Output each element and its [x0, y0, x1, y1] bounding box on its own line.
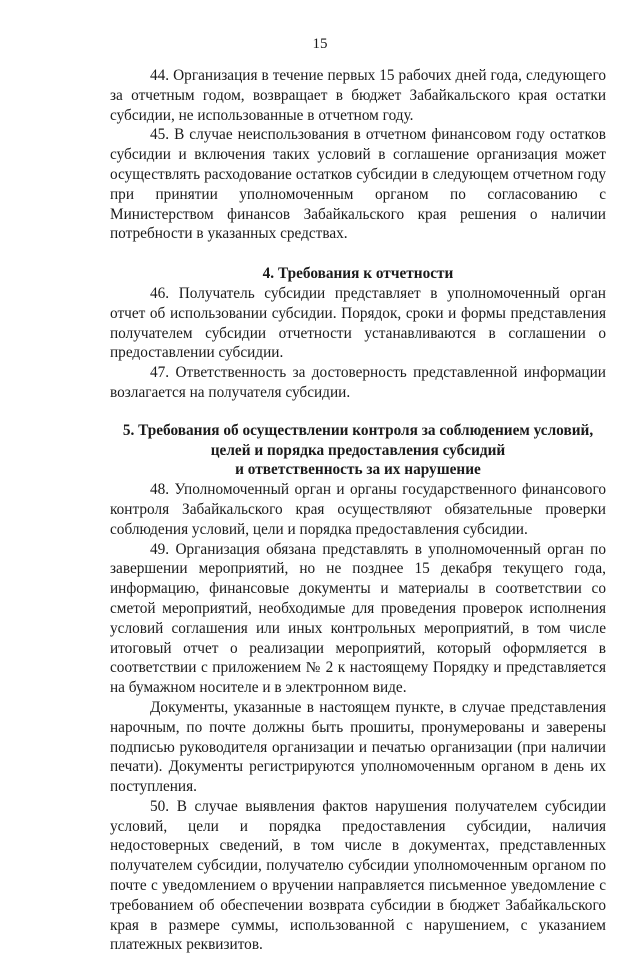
- paragraph-44: 44. Организация в течение первых 15 рабочих дней года, следующего за отчетным годом, возвращает в бюджет Забайкальского края остатки субсидии, не использованные в отчетном году.: [110, 67, 606, 124]
- section-5-heading-line: и ответственность за их нарушение: [235, 461, 481, 479]
- page-content: [110, 66, 606, 955]
- paragraph-47: 47. Ответственность за достоверность представленной информации возлагается на получателя субсидии.: [110, 364, 606, 401]
- section-4-heading: 4. Требования к отчетности: [262, 265, 454, 283]
- paragraph-45: 45. В случае неиспользования в отчетном финансовом году остатков субсидии и включения таких условий в соглашение организация может осуществлять расходование остатков субсидии в следующем отчетном году при принятии уполномоченным органом по согласованию с Министерством финансов Забайкальского края решения о наличии потребности в указанных средствах.: [110, 126, 606, 243]
- paragraph-48: 48. Уполномоченный орган и органы государственного финансового контроля Забайкальского края осуществляют обязательные проверки соблюдения условий, цели и порядка предоставления субсидии.: [110, 481, 606, 538]
- section-5-heading-line: 5. Требования об осуществлении контроля за соблюдением условий,: [122, 421, 594, 439]
- paragraph-documents: Документы, указанные в настоящем пункте, в случае представления нарочным, по почте должны быть прошиты, пронумерованы и заверены подписью руководителя организации и печатью организации (при наличии печати). Документы регистрируются уполномоченным органом в день их поступления.: [110, 698, 606, 796]
- paragraph-50: 50. В случае выявления фактов нарушения получателем субсидии условий, цели и порядка предоставления субсидии, наличия недостоверных сведений, в том числе в документах, представленных получателем субсидии, получателю субсидии уполномоченным органом по почте с уведомлением о вручении направляется письменное уведомление с требованием об обеспечении возврата субсидии в бюджет Забайкальского края в размере суммы, использованной с нарушением, с указанием платежных реквизитов.: [110, 797, 606, 954]
- section-5-heading: [110, 421, 606, 480]
- paragraph-49: 49. Организация обязана представлять в уполномоченный орган по завершении мероприятий, но не позднее 15 декабря текущего года, информацию, финансовые документы и материалы в соответствии со сметой мероприятий, необходимые для проведения проверок исполнения условий соглашения или иных контрольных мероприятий, в том числе итоговый отчет о реализации мероприятий, который оформляется в соответствии с приложением № 2 к настоящему Порядку и представляется на бумажном носителе и в электронном виде.: [110, 540, 606, 697]
- section-5-heading-line: целей и порядка предоставления субсидий: [210, 441, 506, 459]
- paragraph-46: 46. Получатель субсидии представляет в уполномоченный орган отчет об использовании субсидии. Порядок, сроки и формы представления получателем субсидии отчетности устанавливаются в соглашении о предоставлении субсидии.: [110, 284, 606, 362]
- page-number: 15: [312, 36, 328, 52]
